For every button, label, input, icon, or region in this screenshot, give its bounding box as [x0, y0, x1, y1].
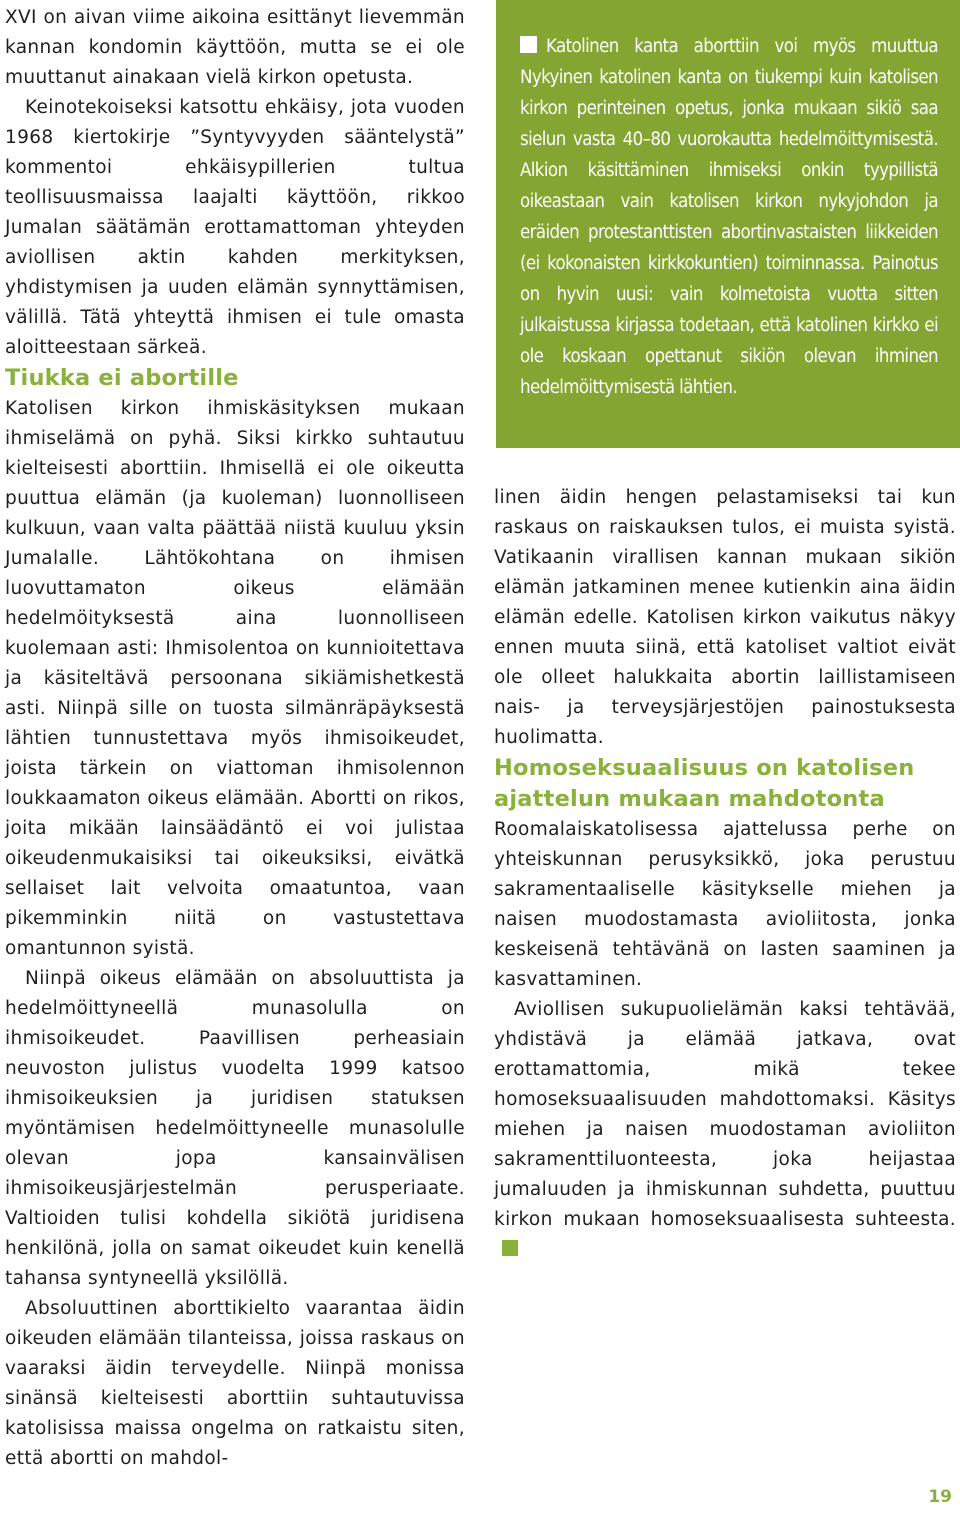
paragraph-family: Roomalaiskatolisessa ajattelussa perhe on yhteiskunnan perusyksikkö, joka perustuu sakramentaaliselle käsitykselle miehen ja naisen muodostamasta avioliitosta, jonka keskeisenä tehtävänä on lasten saaminen ja kasvattaminen.: [494, 819, 956, 990]
sidebar-box: [496, 0, 960, 448]
sidebar-box-text-container: [520, 31, 938, 403]
sidebar-box-text: Katolinen kanta aborttiin voi myös muuttua Nykyinen katolinen kanta on tiukempi kuin katolisen kirkon perinteinen opetus, jonka mukaan sikiö saa sielun vasta 40–80 vuorokautta hedelmöittymisestä. Alkion käsittäminen ihmiseksi onkin tyypillistä oikeastaan vain katolisen kirkon nykyjohdon ja eräiden protestanttisten abortinvastaisten liikkeiden (ei kokonaisten kirkkokuntien) toiminnassa. Painotus on hyvin uusi: vain kolmetoista vuotta sitten julkaistussa kirjassa todetaan, että katolinen kirkko ei ole koskaan opettanut sikiön olevan ihminen hedelmöittymisestä lähtien.: [520, 36, 938, 398]
box-bullet-square-icon: [520, 36, 537, 53]
paragraph-abortion-continued: linen äidin hengen pelastamiseksi tai kun raskaus on raiskauksen tulos, ei muista syistä. Vatikaanin virallisen kannan mukaan sikiön elämän jatkaminen menee kutienkin aina äidin elämän edelle. Katolisen kirkon vaikutus näkyy ennen muuta siinä, että katoliset valtiot eivät ole olleet halukkaita abortin laillistamiseen nais- ja terveysjärjestöjen painostuksesta huolimatta.: [494, 487, 956, 748]
heading-homosexuality: Homoseksuaalisuus on katolisen ajattelun mukaan mahdotonta: [494, 755, 915, 812]
right-column: [494, 483, 956, 1265]
paragraph-condom-stance: XVI on aivan viime aikoina esittänyt lievemmän kannan kondomin käyttöön, mutta se ei ole muuttanut ainakaan vielä kirkon opetusta.: [5, 7, 465, 88]
paragraph-abortion-view: Katolisen kirkon ihmiskäsityksen mukaan ihmiselämä on pyhä. Siksi kirkko suhtautuu kielteisesti aborttiin. Ihmisellä ei ole oikeutta puuttua elämän (ja kuoleman) luonnolliseen kulkuun, vaan valta päättää niistä kuuluu yksin Jumalalle. Lähtökohtana on ihmisen luovuttamaton oikeus elämään hedelmöityksestä aina luonnolliseen kuolemaan asti: Ihmisolentoa on kunnioitettava ja käsiteltävä persoonana sikiämishetkestä asti. Niinpä sille on tuosta silmänräpäyksestä lähtien tunnustettava myös ihmisoikeudet, joista tärkein on viattoman ihmisolennon loukkaamaton oikeus elämään. Abortti on rikos, joita mikään lainsäädäntö ei voi julistaa oikeudenmukaisiksi tai oikeuksiksi, eivätkä sellaiset lait velvoita omaatuntoa, vaan pikemminkin niitä on vastustettava omantunnon syistä.: [5, 398, 465, 959]
paragraph-contraception: Keinotekoiseksi katsottu ehkäisy, jota vuoden 1968 kiertokirje ”Syntyvyyden sääntelystä” kommentoi ehkäisypillerien tultua teollisuusmaissa laajalti käyttöön, rikkoo Jumalan säätämän erottamattoman yhteyden aviollisen aktin kahden merkityksen, yhdistymisen ja uuden elämän synnyttämisen, välillä. Tätä yhteyttä ihmisen ei tule omasta aloitteestaan särkeä.: [5, 97, 465, 358]
heading-abortion: Tiukka ei abortille: [5, 365, 239, 391]
paragraph-marriage: [494, 995, 956, 1265]
left-column: [5, 3, 465, 1474]
paragraph-marriage-text: Aviollisen sukupuolielämän kaksi tehtävää, yhdistävä ja elämää jatkava, ovat erottamattomia, mikä tekee homoseksuaalisuuden mahdottomaksi. Käsitys miehen ja naisen muodostaman avioliiton sakramenttiluonteesta, joka heijastaa jumaluuden ja ihmiskunnan suhdetta, puuttuu kirkon mukaan homoseksuaalisesta suhteesta.: [494, 999, 956, 1230]
paragraph-human-rights: Niinpä oikeus elämään on absoluuttista ja hedelmöittyneellä munasolulla on ihmisoikeudet. Paavillisen perheasiain neuvoston julistus vuodelta 1999 katsoo ihmisoikeuksien ja juridisen statuksen myöntämisen hedelmöittyneelle munasolulle olevan jopa kansainvälisen ihmisoikeusjärjestelmän perusperiaate. Valtioiden tulisi kohdella sikiötä juridisena henkilönä, jolla on samat oikeudet kuin kenellä tahansa syntyneellä yksilöllä.: [5, 968, 465, 1289]
page-number: 19: [928, 1487, 952, 1507]
paragraph-absolute-ban: Absoluuttinen aborttikielto vaarantaa äidin oikeuden elämään tilanteissa, joissa raskaus on vaaraksi äidin terveydelle. Niinpä monissa sinänsä kielteisesti aborttiin suhtautuvissa katolisissa maissa ongelma on ratkaistu siten, että abortti on mahdol-: [5, 1298, 465, 1469]
end-of-article-square-icon: [502, 1240, 518, 1256]
